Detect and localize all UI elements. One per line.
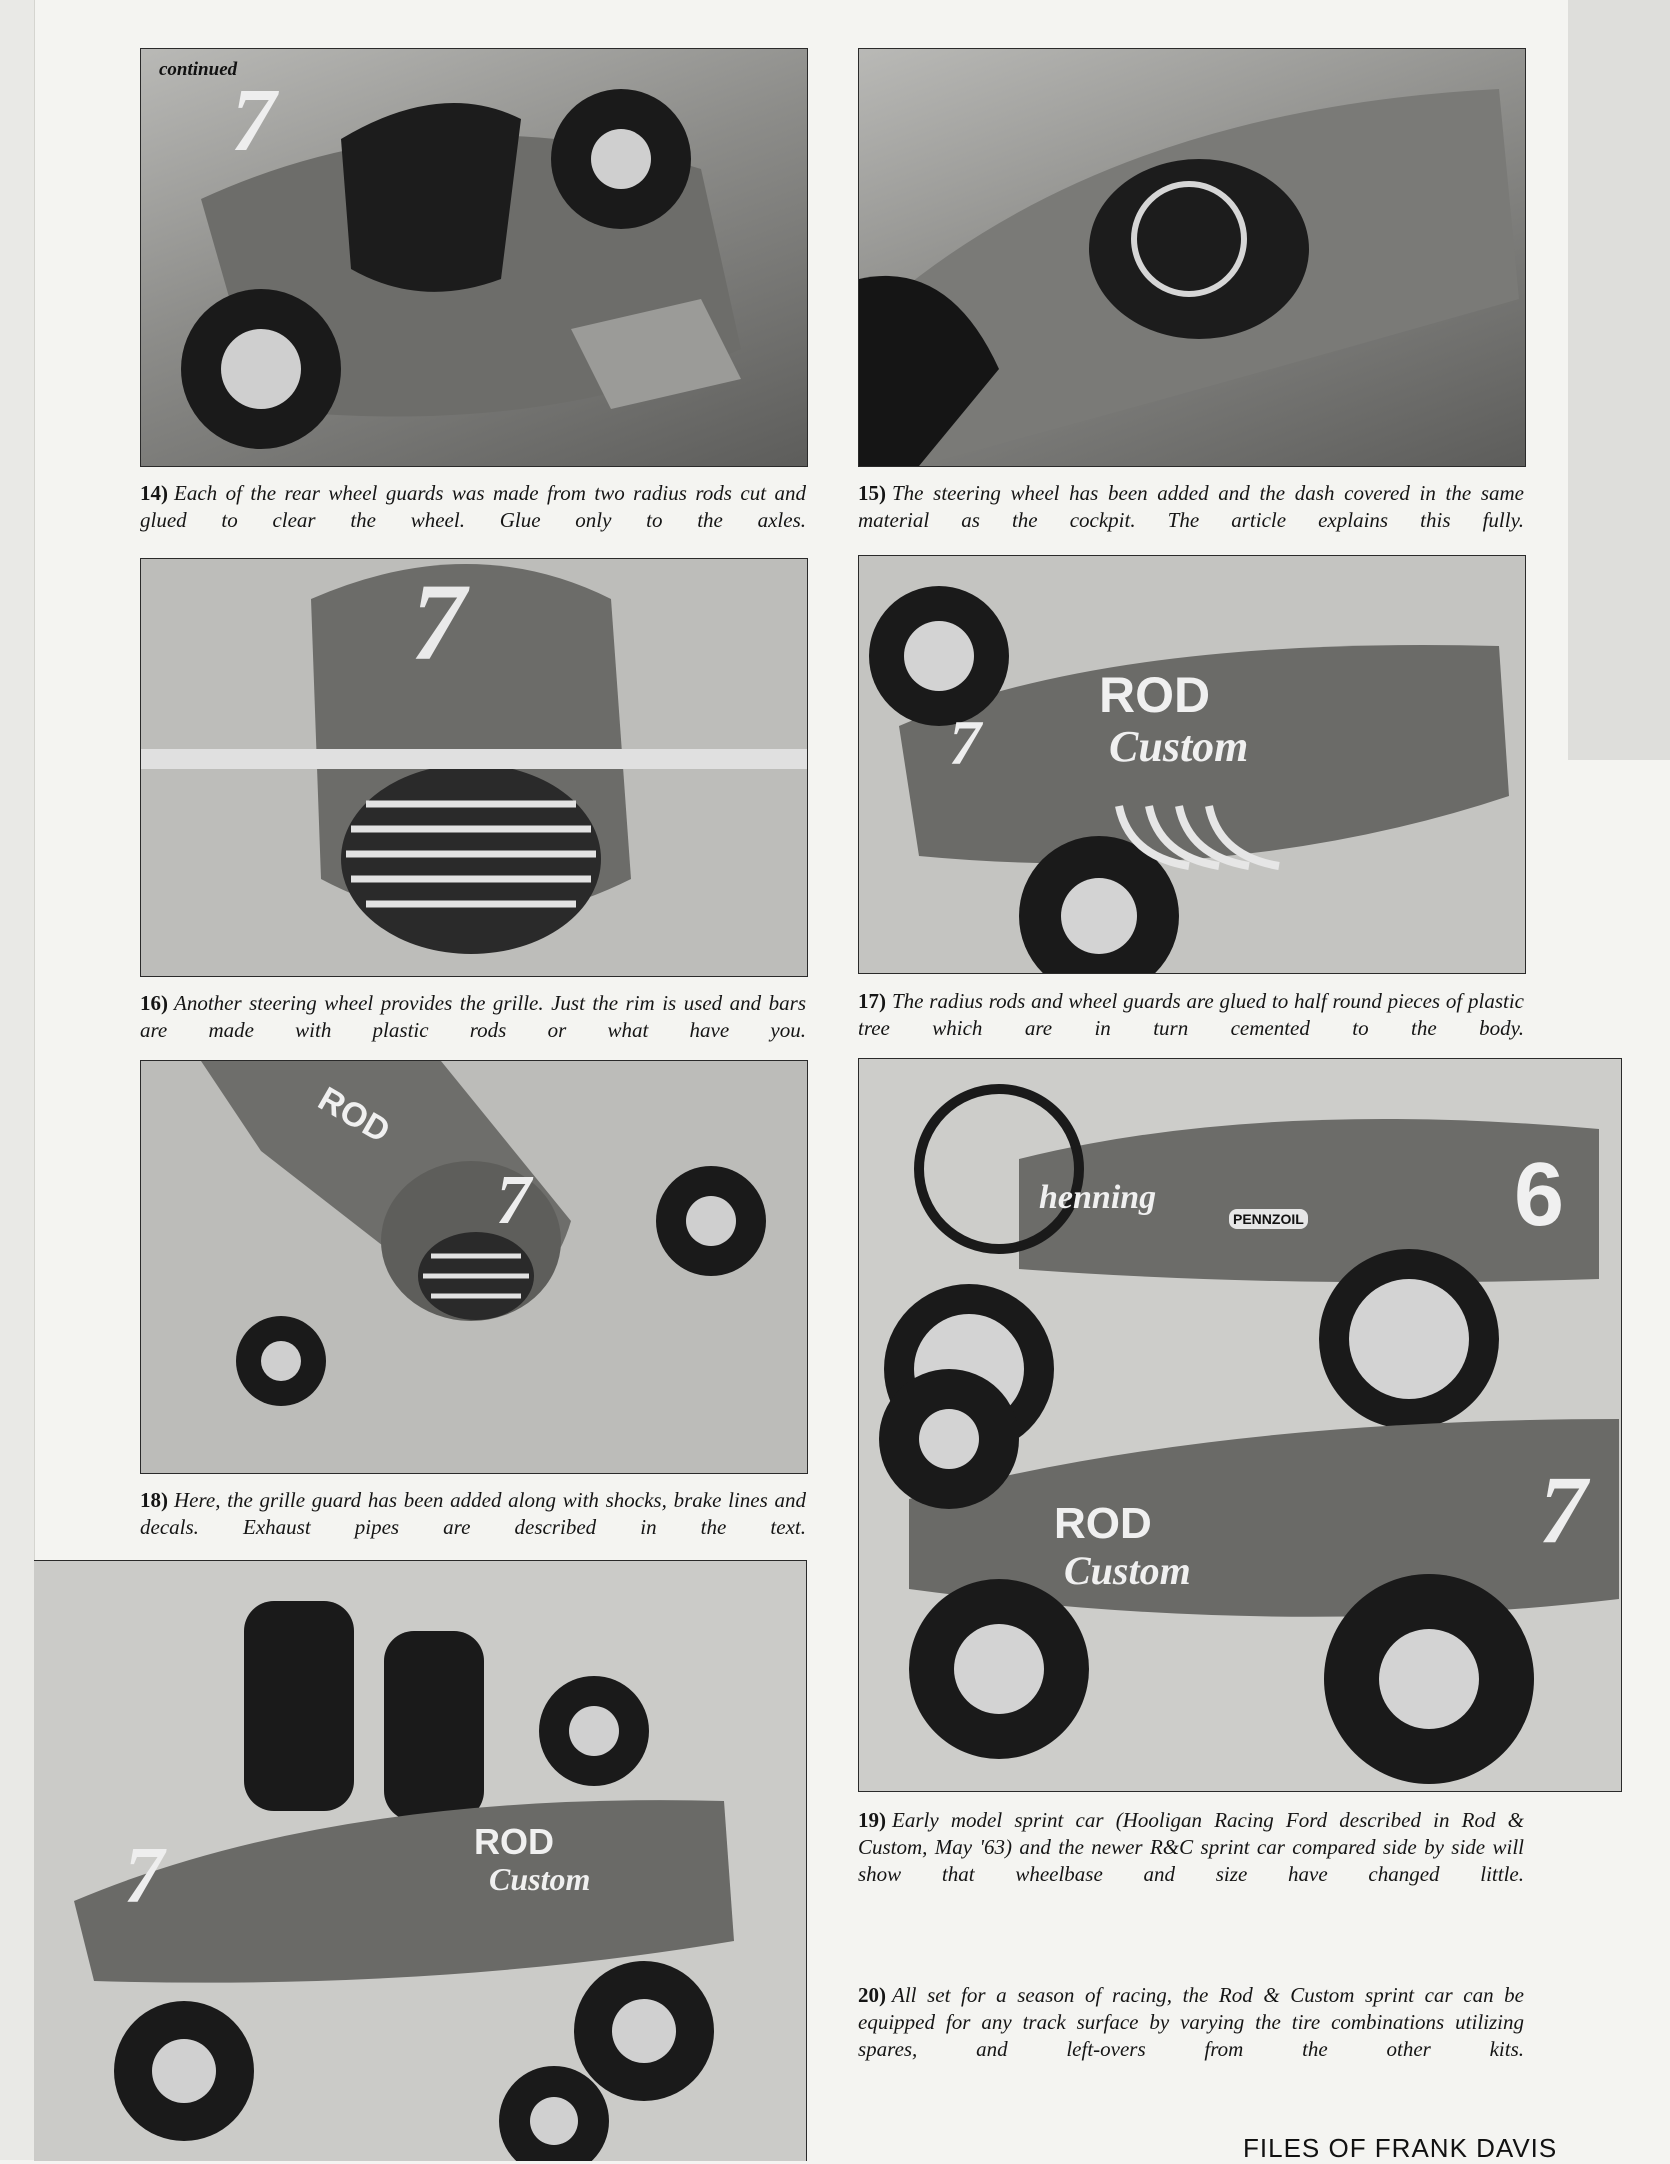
caption-text: Early model sprint car (Hooligan Racing Ford described in Rod & Custom, May '63) and the newer R&C sprint car compared side by side will show that wheelbase and size have changed little.: [858, 1808, 1524, 1886]
car-number: 7: [1539, 1456, 1587, 1563]
footer-credit: FILES OF FRANK DAVIS: [1243, 2133, 1558, 2163]
caption-text: Here, the grille guard has been added along with shocks, brake lines and decals. Exhaust pipes are described in the text.: [140, 1488, 806, 1539]
caption-text: Each of the rear wheel guards was made from two radius rods cut and glued to clear the wheel. Glue only to the axles.: [140, 481, 806, 532]
caption-text: All set for a season of racing, the Rod & Custom sprint car can be equipped for any track surface by varying the tire combinations utilizing spares, and left-overs from the other kits.: [858, 1983, 1524, 2061]
car-number: 7: [231, 71, 276, 170]
caption-19: [858, 1807, 1524, 1888]
early-car-number: 6: [1514, 1145, 1565, 1245]
caption-17: [858, 988, 1524, 1042]
caption-14: [140, 480, 806, 534]
decal-custom: Custom: [489, 1861, 591, 1897]
photo-14-rear-wheel-guards: [140, 48, 808, 467]
decal-rod: ROD: [311, 1079, 397, 1151]
car-number: 7: [496, 1162, 531, 1239]
decal-rod: ROD: [474, 1821, 554, 1862]
decal-rod: ROD: [1054, 1499, 1152, 1548]
page-binding-edge: [0, 0, 35, 2160]
photo-17-radius-rods: [858, 555, 1526, 974]
photo-20-sprint-car-with-spares: [34, 1560, 807, 2161]
caption-text: The radius rods and wheel guards are glued to half round pieces of plastic tree which are in turn cemented to the body.: [858, 989, 1524, 1040]
caption-18: [140, 1487, 806, 1541]
photo-19-sprint-car-comparison: [858, 1058, 1622, 1792]
caption-number: 19): [858, 1808, 886, 1832]
decal-custom: Custom: [1109, 722, 1249, 771]
photo-18-grille-guard: [140, 1060, 808, 1474]
car-number: 7: [411, 561, 466, 683]
caption-number: 15): [858, 481, 886, 505]
caption-number: 18): [140, 1488, 168, 1512]
caption-16: [140, 990, 806, 1044]
caption-text: The steering wheel has been added and the dash covered in the same material as the cockpit. The article explains this fully.: [858, 481, 1524, 532]
car-number: 7: [949, 707, 981, 778]
caption-number: 20): [858, 1983, 886, 2007]
continued-label: continued: [159, 59, 238, 80]
photo-16-grille: [140, 558, 808, 977]
adjacent-page-edge: [1568, 0, 1670, 760]
decal-custom: Custom: [1064, 1548, 1191, 1593]
car-number: 7: [124, 1832, 164, 1920]
caption-number: 17): [858, 989, 886, 1013]
caption-number: 16): [140, 991, 168, 1015]
caption-15: [858, 480, 1524, 534]
decal-rod: ROD: [1099, 667, 1211, 723]
photo-15-steering-wheel: [858, 48, 1526, 467]
decal-henning: henning: [1039, 1179, 1157, 1216]
caption-number: 14): [140, 481, 168, 505]
decal-pennzoil: PENNZOIL: [1229, 1209, 1308, 1229]
caption-text: Another steering wheel provides the grille. Just the rim is used and bars are made with plastic rods or what have you.: [140, 991, 806, 1042]
caption-20: [858, 1982, 1524, 2063]
